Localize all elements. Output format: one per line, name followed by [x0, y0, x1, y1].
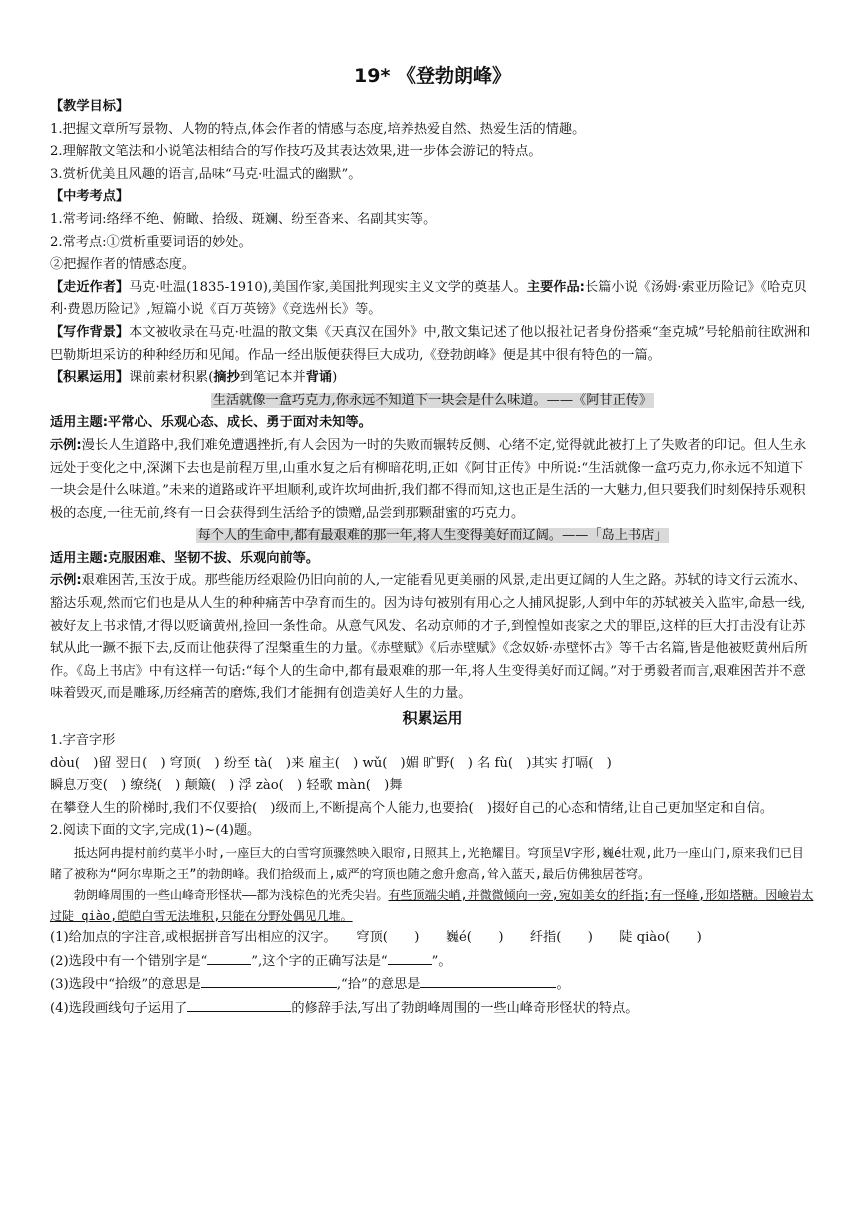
exam-item: ②把握作者的情感态度。	[50, 257, 196, 273]
q2-text: (2)选段中有一个错别字是“	[50, 953, 208, 969]
q3-text: ,“拾”的意思是	[336, 977, 421, 993]
material-intro	[50, 367, 815, 390]
example-label: 示例:	[50, 437, 82, 453]
background-section	[50, 322, 815, 367]
passage-2	[50, 885, 815, 927]
quote-1-text: 生活就像一盒巧克力,你永远不知道下一块会是什么味道。——《阿甘正传》	[212, 392, 653, 408]
sub-question-1: (1)给加点的字注音,或根据拼音写出相应的汉字。 穹顶( ) 巍é( ) 纤指( ) 陡 qiào( )	[50, 930, 702, 945]
goals-section	[50, 96, 815, 186]
q1-line-1: dòu( )留 翌日( ) 穹顶( ) 纷至 tà( )来 雇主( ) wǔ( )媚 旷野( ) 名 fù( )其实 打嗝( )	[50, 755, 612, 771]
q1-sentence: 在攀登人生的阶梯时,我们不仅要拾( )级而上,不断提高个人能力,也要拾( )掇好自己的心态和情绪,让自己更加坚定和自信。	[50, 800, 774, 816]
quote-2	[50, 525, 815, 548]
goal-item: 3.赏析优美且风趣的语言,品味“马克·吐温式的幽默”。	[50, 166, 362, 182]
works-label: 主要作品:	[526, 279, 585, 295]
background-heading: 【写作背景】	[50, 324, 130, 340]
sub-question-2	[50, 950, 815, 974]
exam-heading: 【中考考点】	[50, 189, 130, 205]
q2-text: ”。	[431, 953, 452, 969]
example-label: 示例:	[50, 573, 82, 589]
intro-copy: 摘抄	[213, 370, 240, 386]
q2-heading: 2.阅读下面的文字,完成(1)~(4)题。	[50, 823, 261, 839]
sub-question-3	[50, 973, 815, 997]
intro-recite: 背诵	[305, 370, 333, 386]
passage-2-text: 勃朗峰周围的一些山峰奇形怪状——都为浅棕色的光秃尖岩。	[74, 888, 389, 902]
intro-text: )	[332, 370, 338, 386]
example-1-text: 漫长人生道路中,我们难免遭遇挫折,有人会因为一时的失败而辗转反侧、心绪不定,觉得就此被打上了失败者的印记。但人生永远处于变化之中,深渊下去也是前程万里,山重水复之后有柳暗花明,正如《阿甘正传》中所说:“生活就像一盒巧克力,你永远不知道下一块会是什么味道。”未来的道路或许平坦顺利,或许坎坷曲折,我们都不得而知,这也正是生活的一大魅力,但只要我们时刻保持乐观积极的态度,一往无前,终有一日会获得到生活给予的馈赠,品尝到那颗甜蜜的巧克力。	[50, 437, 807, 521]
exam-section	[50, 186, 815, 276]
author-heading: 【走近作者】	[50, 279, 130, 295]
answer-blank[interactable]	[207, 950, 251, 965]
underlined-sentence: 有些顶端尖峭,并微微倾向一旁,宛如美女的纤指;有一怪峰,形如塔糖。	[388, 888, 766, 902]
theme-2: 适用主题:克服困难、坚韧不拔、乐观向前等。	[50, 550, 320, 566]
q2-text: ”,这个字的正确写法是“	[251, 953, 388, 969]
example-2	[50, 570, 815, 706]
author-section	[50, 277, 815, 322]
author-text: 马克·吐温(1835-1910),美国作家,美国批判现实主义文学的奠基人。	[129, 279, 527, 295]
background-text: 本文被收录在马克·吐温的散文集《天真汉在国外》中,散文集记述了他以报社记者身份搭乘“奎克城”号轮船前往欧洲和巴勒斯坦采访的种种经历和见闻。作品一经出版便获得巨大成功,《登勃朗峰》便是其中很有特色的一篇。	[50, 324, 811, 363]
answer-blank[interactable]	[420, 973, 556, 988]
intro-text: 到笔记本并	[239, 370, 306, 386]
example-1	[50, 435, 815, 525]
answer-blank[interactable]	[187, 997, 291, 1012]
q3-text: (3)选段中“拾级”的意思是	[50, 977, 201, 993]
document-page	[50, 62, 815, 1020]
works-text: 长篇小说《汤姆·索亚历险记》《哈克贝利·费恩历险记》,短篇小说《百万英镑》《竞选州长》等。	[50, 279, 807, 318]
page-title: 19* 《登勃朗峰》	[354, 65, 511, 87]
q4-text: (4)选段画线句子运用了	[50, 1000, 188, 1016]
exam-item: 1.常考词:络绎不绝、俯瞰、拾级、斑斓、纷至沓来、名副其实等。	[50, 211, 437, 227]
theme-1: 适用主题:平常心、乐观心态、成长、勇于面对未知等。	[50, 415, 372, 431]
example-2-text: 艰难困苦,玉汝于成。那些能历经艰险仍旧向前的人,一定能看见更美丽的风景,走出更辽阔的人生之路。苏轼的诗文行云流水、豁达乐观,然而它们也是从人生的种种痛苦中孕育而生的。因为诗句被别有用心之人捕风捉影,人到中年的苏轼被关入监牢,命悬一线,被好友上书求情,才得以贬谪黄州,捡回一条性命。从意气风发、名动京师的才子,到惶惶如丧家之犬的罪臣,这样的巨大打击没有让苏轼从此一蹶不振下去,反而让他获得了涅槃重生的力量。《赤壁赋》《后赤壁赋》《念奴娇·赤壁怀古》等千古名篇,皆是他被贬黄州后所作。《岛上书店》中有这样一句话:“每个人的生命中,都有最艰难的那一年,将人生变得美好而辽阔。”对于勇毅者而言,艰难困苦并不意味着毁灭,而是雕琢,历经痛苦的磨炼,我们才能拥有创造美好人生的力量。	[50, 573, 808, 702]
goal-item: 1.把握文章所写景物、人物的特点,体会作者的情感与态度,培养热爱自然、热爱生活的情趣。	[50, 121, 586, 137]
q1-line-2: 瞬息万变( ) 缭绕( ) 颠簸( ) 浮 zào( ) 轻歌 màn( )舞	[50, 778, 403, 794]
exam-item: 2.常考点:①赏析重要词语的妙处。	[50, 234, 252, 250]
quote-2-text: 每个人的生命中,都有最艰难的那一年,将人生变得美好而辽阔。——「岛上书店」	[197, 528, 668, 544]
sub-question-4	[50, 997, 815, 1021]
q4-text: 的修辞手法,写出了勃朗峰周围的一些山峰奇形怪状的特点。	[291, 1000, 639, 1016]
goals-heading: 【教学目标】	[50, 99, 130, 114]
passage-2-end: 因嶮岩太过陡 qiào,皑皑白雪无法堆积,只能在分野处偶见几堆。	[50, 888, 814, 923]
q1-heading: 1.字音字形	[50, 733, 116, 749]
passage-1: 抵达阿冉提村前约莫半小时,一座巨大的白雪穹顶骤然映入眼帘,日照其上,光艳耀目。穹顶呈V字形,巍é壮观,此乃一座山门,原来我们已目睹了被称为“阿尔卑斯之王”的勃朗峰。我们拾级而上,威严的穹顶也随之愈升愈高,耸入蓝天,最后仿佛独居苍穹。	[50, 846, 804, 881]
intro-text: 课前素材积累(	[129, 370, 214, 386]
goal-item: 2.理解散文笔法和小说笔法相结合的写作技巧及其表达效果,进一步体会游记的特点。	[50, 144, 542, 160]
practice-heading: 积累运用	[402, 709, 463, 728]
q3-text: 。	[556, 977, 570, 993]
answer-blank[interactable]	[201, 973, 337, 988]
quote-1	[50, 390, 815, 413]
answer-blank[interactable]	[388, 950, 432, 965]
material-heading: 【积累运用】	[50, 370, 130, 386]
